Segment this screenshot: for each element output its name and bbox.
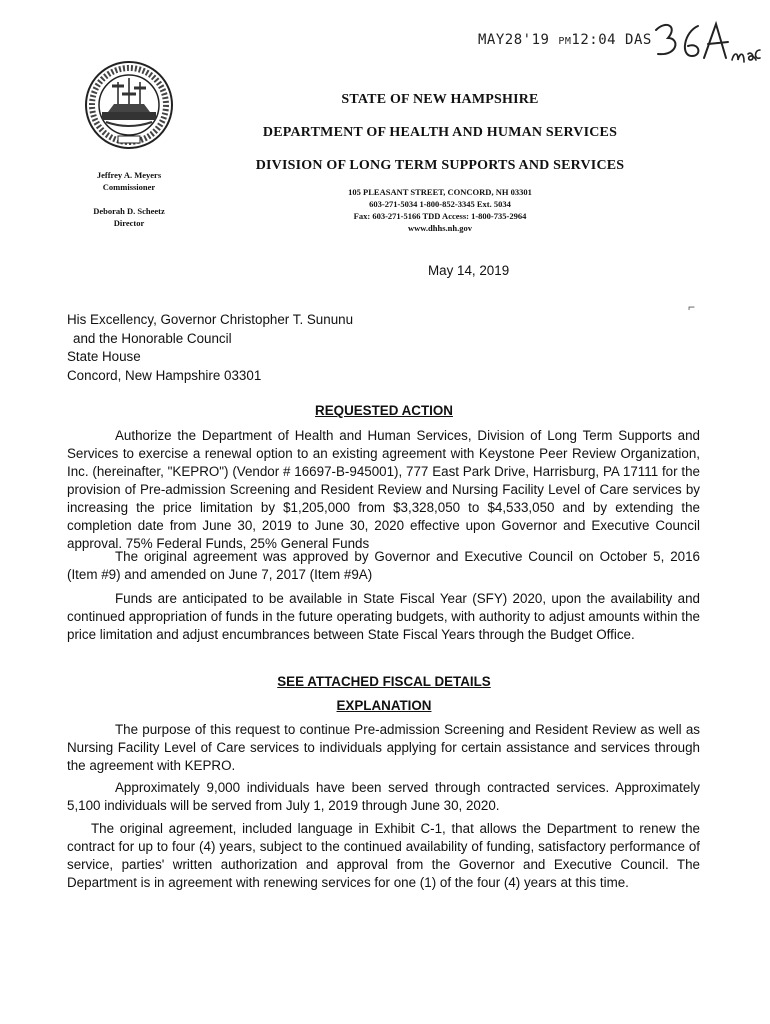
recipient-line-3: State House (67, 349, 141, 364)
requested-action-paragraph-1: Authorize the Department of Health and Human Services, Division of Long Term Supports and Services to exercise a renewal option to an existing agreement with Keystone Peer Review Organization, Inc. (hereinafter, "KEPRO") (Vendor # 16697-B-945001), 777 East Park Drive, Harrisburg, PA 17111 for the provision of Pre-admission Screening and Resident Review and Nursing Facility Level of Care services by increasing the price limitation by $1,205,000 from $3,328,050 to $4,533,050 and by extending the completion date from June 30, 2019 to June 30, 2020 effective upon Governor and Executive Council approval. 75% Federal Funds, 25% General Funds (67, 428, 700, 551)
requested-action-paragraph-2: The original agreement was approved by Governor and Executive Council on October 5, 2016 (Item #9) and amended on June 7, 2017 (Item #9A) (67, 549, 700, 582)
website: www.dhhs.nh.gov (407, 223, 472, 233)
address-line-2: 603-271-5034 1-800-852-3345 Ext. 5034 (369, 199, 511, 209)
director-block (74, 205, 184, 229)
director-title: Director (113, 218, 145, 228)
explanation-paragraph-3: The original agreement, included language in Exhibit C-1, that allows the Department to renew the contract for up to four (4) years, subject to the continued availability of funding, satisfactory performance of service, parties' written authorization and approval from the Governor and Executive Council. The Department is in agreement with renewing services for one (1) of the four (4) years at this time. (67, 821, 700, 890)
commissioner-block (74, 169, 184, 193)
explanation-heading: EXPLANATION (336, 698, 432, 713)
fiscal-details-heading: SEE ATTACHED FISCAL DETAILS (277, 674, 491, 689)
requested-action-paragraph-3: Funds are anticipated to be available in State Fiscal Year (SFY) 2020, upon the availability and continued appropriation of funds in the future operating budgets, with authority to adjust amounts within the price limitation and adjust encumbrances between State Fiscal Years through the Budget Office. (67, 591, 700, 642)
letterhead-address (300, 186, 580, 234)
stamp-time: 12:04 (571, 32, 617, 48)
stamp-pm: PM (558, 36, 572, 47)
requested-action-heading: REQUESTED ACTION (315, 403, 453, 418)
recipient-line-4: Concord, New Hampshire 03301 (67, 367, 262, 383)
received-stamp (478, 32, 652, 48)
recipient-block (67, 311, 353, 385)
state-seal-icon (84, 60, 174, 150)
letterhead-division: DIVISION OF LONG TERM SUPPORTS AND SERVICES (255, 158, 625, 173)
scan-mark: ⌐ (688, 300, 696, 314)
stamp-initials: DAS (625, 32, 652, 48)
letterhead-state: STATE OF NEW HAMPSHIRE (341, 92, 539, 107)
stamp-date: MAY28'19 (478, 32, 550, 48)
explanation-paragraph-2: Approximately 9,000 individuals have been served through contracted services. Approximately 5,100 individuals will be served from July 1, 2019 through June 30, 2020. (67, 780, 700, 813)
address-line-3: Fax: 603-271-5166 TDD Access: 1-800-735-2964 (353, 211, 527, 221)
letterhead-department: DEPARTMENT OF HEALTH AND HUMAN SERVICES (262, 125, 618, 140)
address-line-1: 105 PLEASANT STREET, CONCORD, NH 03301 (348, 187, 532, 197)
director-name: Deborah D. Scheetz (93, 206, 165, 216)
recipient-line-1: His Excellency, Governor Christopher T. Sununu (67, 312, 354, 327)
explanation-paragraph-1: The purpose of this request to continue Pre-admission Screening and Resident Review as well as Nursing Facility Level of Care services to individuals applying for certain assistance and services through the agreement with KEPRO. (67, 722, 700, 773)
commissioner-name: Jeffrey A. Meyers (96, 170, 162, 180)
recipient-line-2: and the Honorable Council (73, 330, 232, 346)
commissioner-title: Commissioner (102, 182, 156, 192)
letter-date: May 14, 2019 (428, 263, 510, 278)
handwritten-item-number-icon (652, 16, 762, 80)
